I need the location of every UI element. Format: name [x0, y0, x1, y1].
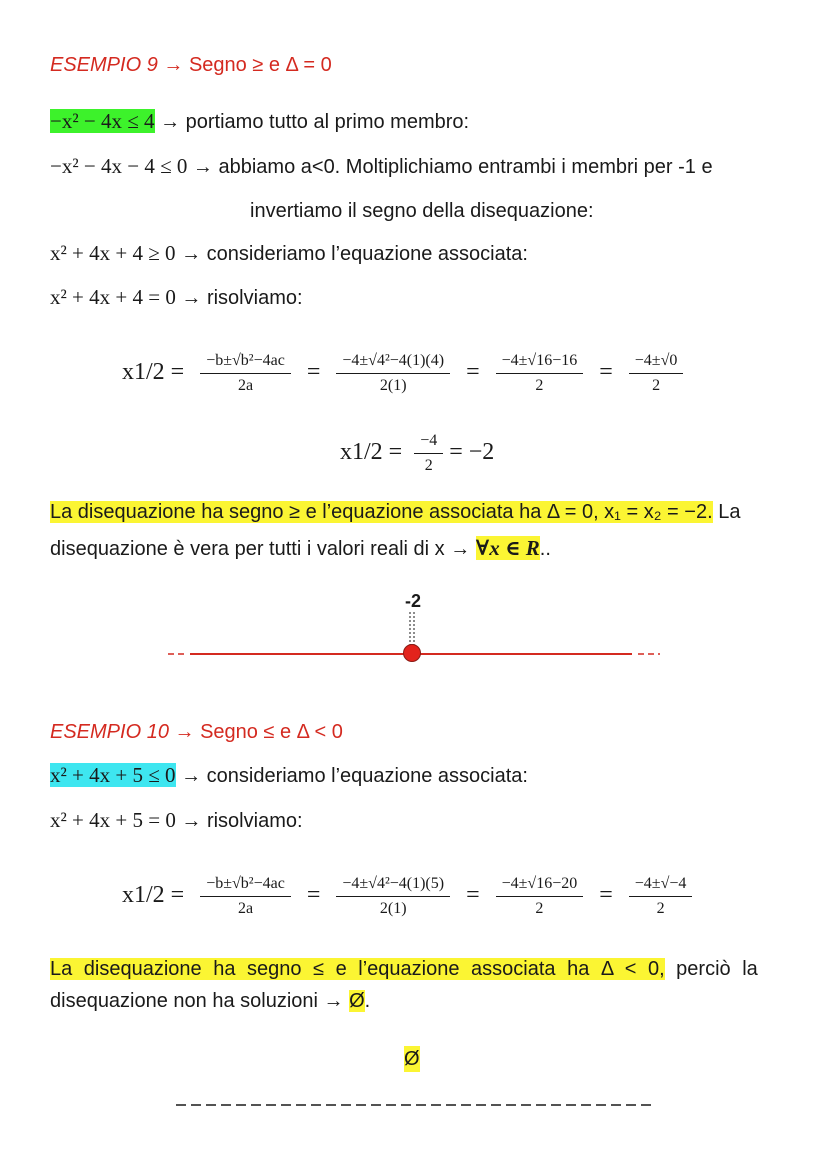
- arrow-icon: →: [181, 765, 202, 787]
- arrow-icon: →: [181, 243, 202, 265]
- solution-all-reals: ∀x ∈ R: [475, 536, 540, 560]
- bottom-dashed-line: [0, 1098, 828, 1112]
- number-line-label: -2: [404, 591, 422, 611]
- arrow-icon: →: [160, 111, 181, 133]
- fraction-computed: $\frac{-4\pm√16-20}{2}$: [496, 875, 584, 918]
- formula-lhs: x1/2 =: [122, 882, 185, 909]
- example9-result: x1/2 = $\frac{-4}{2}$ = −2: [340, 432, 495, 474]
- inequality-highlight: x² + 4x + 5 ≤ 0: [50, 763, 176, 787]
- example9-formula: x1/2 = $\frac{\text{−b±√b²−4ac}}{2a}$ = $\frac{\text{−4±√4²−4(1)(4)}}{2(1)}$ = $\frac{-4\pm√16-16}{2}$ = $\frac{-4\pm√0}{2}$: [122, 352, 683, 395]
- example10-conclusion-line2: disequazione non ha soluzioni → Ø.: [50, 990, 371, 1012]
- example9-line1: −x² − 4x ≤ 4 → portiamo tutto al primo membro:: [50, 109, 470, 133]
- example9-line4: x² + 4x + 4 ≥ 0 → consideriamo l’equazione associata:: [50, 241, 528, 265]
- example10-conclusion-line1: La disequazione ha segno ≤ e l’equazione associata ha Δ < 0, perciò la: [50, 958, 758, 980]
- fraction-general: $\frac{\text{−b±√b²−4ac}}{2a}$: [200, 352, 291, 395]
- example10-line1: x² + 4x + 5 ≤ 0 → consideriamo l’equazione associata:: [50, 763, 528, 787]
- example9-line2: −x² − 4x − 4 ≤ 0 → abbiamo a<0. Moltiplichiamo entrambi i membri per -1 e: [50, 154, 713, 178]
- example9-line3: invertiamo il segno della disequazione:: [250, 200, 594, 222]
- fraction-final: $\frac{-4\pm√-4}{2}$: [629, 875, 693, 918]
- arrow-icon: →: [163, 54, 184, 76]
- arrow-icon: →: [450, 538, 471, 560]
- fraction-computed: $\frac{-4\pm√16-16}{2}$: [496, 352, 584, 395]
- inequality-highlight: −x² − 4x ≤ 4: [50, 109, 155, 133]
- arrow-icon: →: [323, 990, 344, 1012]
- fraction-final: $\frac{-4\pm√0}{2}$: [629, 352, 684, 395]
- example9-conclusion-line1: La disequazione ha segno ≥ e l’equazione associata ha Δ = 0, x₁ = x₂ = −2. La: [50, 501, 741, 523]
- example9-conclusion-line2: disequazione è vera per tutti i valori reali di x → ∀x ∈ R..: [50, 536, 551, 560]
- example9-title: ESEMPIO 9 → Segno ≥ e Δ = 0: [50, 54, 332, 76]
- arrow-icon: →: [192, 156, 213, 178]
- number-line: [0, 585, 828, 675]
- fraction-substituted: $\frac{\text{−4±√4²−4(1)(4)}}{2(1)}$: [336, 352, 450, 395]
- fraction-substituted: $\frac{\text{−4±√4²−4(1)(5)}}{2(1)}$: [336, 875, 450, 918]
- example10-line2: x² + 4x + 5 = 0 → risolviamo:: [50, 808, 303, 832]
- example10-title: ESEMPIO 10 → Segno ≤ e Δ < 0: [50, 721, 343, 743]
- arrow-icon: →: [181, 810, 202, 832]
- point-minus-two: [404, 645, 421, 662]
- formula-lhs: x1/2 =: [122, 359, 185, 386]
- empty-set-symbol: Ø: [349, 990, 365, 1012]
- arrow-icon: →: [174, 721, 195, 743]
- example9-line5: x² + 4x + 4 = 0 → risolviamo:: [50, 285, 303, 309]
- empty-set-result: Ø: [404, 1048, 420, 1070]
- example10-formula: x1/2 = $\frac{\text{−b±√b²−4ac}}{2a}$ = $\frac{\text{−4±√4²−4(1)(5)}}{2(1)}$ = $\frac{-4\pm√16-20}{2}$ = $\frac{-4\pm√-4}{2}$: [122, 875, 692, 918]
- fraction-general: $\frac{\text{−b±√b²−4ac}}{2a}$: [200, 875, 291, 918]
- arrow-icon: →: [181, 287, 202, 309]
